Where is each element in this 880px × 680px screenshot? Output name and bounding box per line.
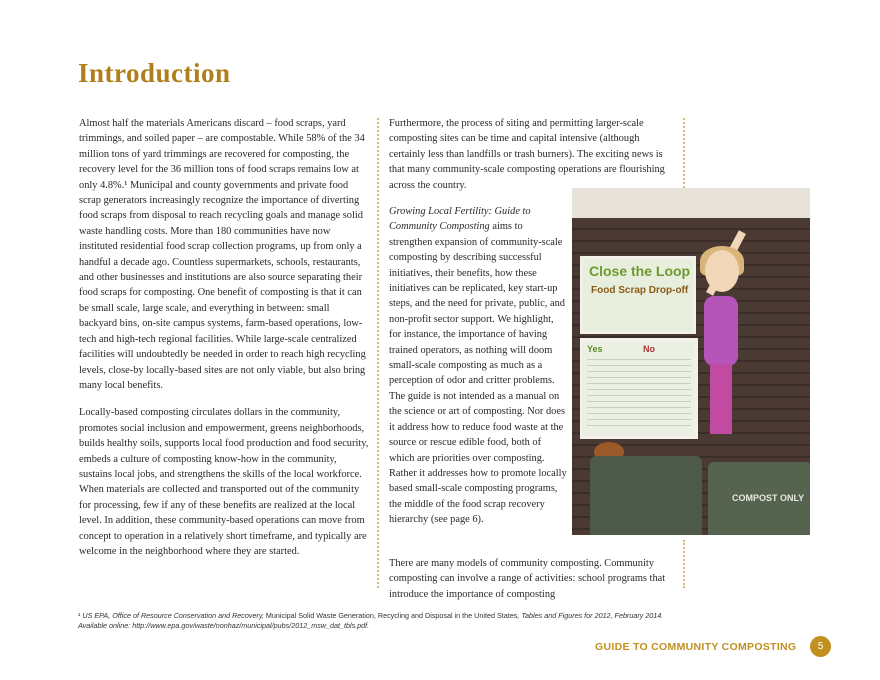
sign-title: Close the Loop [589,263,691,279]
paragraph: Almost half the materials Americans discard – food scraps, yard trimmings, and soiled paper – are compostable. While 58% of the 34 million tons of yard trimmings are recovered for composting, the recovery level for the 36 million tons of food scraps remains low at only 4.8%.¹ Municipal and county governments and private food scrap generators increasingly recognize the importance of diverting food scraps from disposal to reach recycling goals and manage solid waste handling costs. More than 180 communities have now instituted residential food scrap collection programs, up from only a handful a decade ago. Countless supermarkets, schools, restaurants, and other businesses and institutions are also source separating their food scraps for composting. One benefit of composting is that it can be small scale, large scale, and everything in between: small backyard bins, on-site campus systems, farm-based operations, low-tech and high-tech regional facilities. While large-scale centralized facilities will undoubtedly be needed in order to reach high recycling levels, close-by locally-based sites are not only viable, but also bring many local benefits. [79,118,366,391]
right-column-bottom [389,556,677,614]
compost-bin-left [590,456,702,535]
guide-title: Growing Local Fertility: Guide to Community Composting [389,206,531,233]
paragraph-text: aims to strengthen expansion of community-scale composting by describing successful initiatives, their benefits, how these initiatives can be replicated, key start-up steps, and the need for private, public, and non-profit sector support. We highlight, for instance, the importance of having trained operators, as nothing will doom small-scale composting as much as a perception of odor and critter problems. The guide is not intended as a manual on the science or art of composting. Nor does it address how to reduce food waste at the source or rescue edible food, both of which are priorities over composting. Rather it addresses how to promote locally based small-scale composting programs, the middle of the food scrap recovery hierarchy (see page 6). [389,221,567,526]
column-divider [683,540,685,588]
yes-no-sign [580,338,698,439]
column-divider [377,118,379,588]
left-column [79,116,370,571]
photo-border [572,188,810,218]
page-number-badge: 5 [810,636,831,657]
sign-no: No [643,344,655,354]
paragraph: Furthermore, the process of siting and permitting larger-scale composting sites can be time and capital intensive (although certainly less than landfills or trash burners). The exciting news is that many community-scale composting operations are flourishing across the country. [389,118,665,191]
column-divider [683,118,685,188]
page-title: Introduction [78,58,231,88]
right-column-wrapped [389,204,567,540]
paragraph: There are many models of community composting. Community composting can involve a range of activities: school programs that introduce the importance of composting [389,558,666,600]
footnote-document-title: Municipal Solid Waste Generation, Recycling and Disposal in the United States [265,611,518,620]
sign-subtitle: Food Scrap Drop-off [591,285,689,296]
bin-label: COMPOST ONLY [732,493,805,503]
footnote-source: ¹ US EPA, Office of Resource Conservation and Recovery, [78,611,266,620]
sign-yes: Yes [587,344,603,354]
photo-girl-compost-bins [572,188,810,535]
footnote [78,611,678,631]
girl-head [705,250,739,292]
paragraph [389,204,567,528]
girl-legs [710,364,732,434]
drop-off-sign [580,256,696,334]
paragraph: Locally-based composting circulates dollars in the community, promotes social inclusion and empowerment, greens neighborhoods, builds healthy soils, supports local food production and food security, embeds a culture of composting know-how in the community, sustains local jobs, and strengthens the skills of the local workforce. When materials are collected and transported out of the community for processing, few if any of these benefits are realized at the local level. In addition, these community-based operations can move from concept to operation in a relatively short timeframe, and typically are welcome in the neighborhood where they are started. [79,407,369,557]
footnote-details: , Tables and Figures for 2012, February 2014. Available online: http://www.epa.gov/waste/nonhaz/municipal/pubs/2012_msw_dat_tbls.pdf. [78,611,664,630]
sign-list [587,359,691,429]
girl-body [704,296,738,366]
footer-label: GUIDE TO COMMUNITY COMPOSTING [595,641,797,653]
